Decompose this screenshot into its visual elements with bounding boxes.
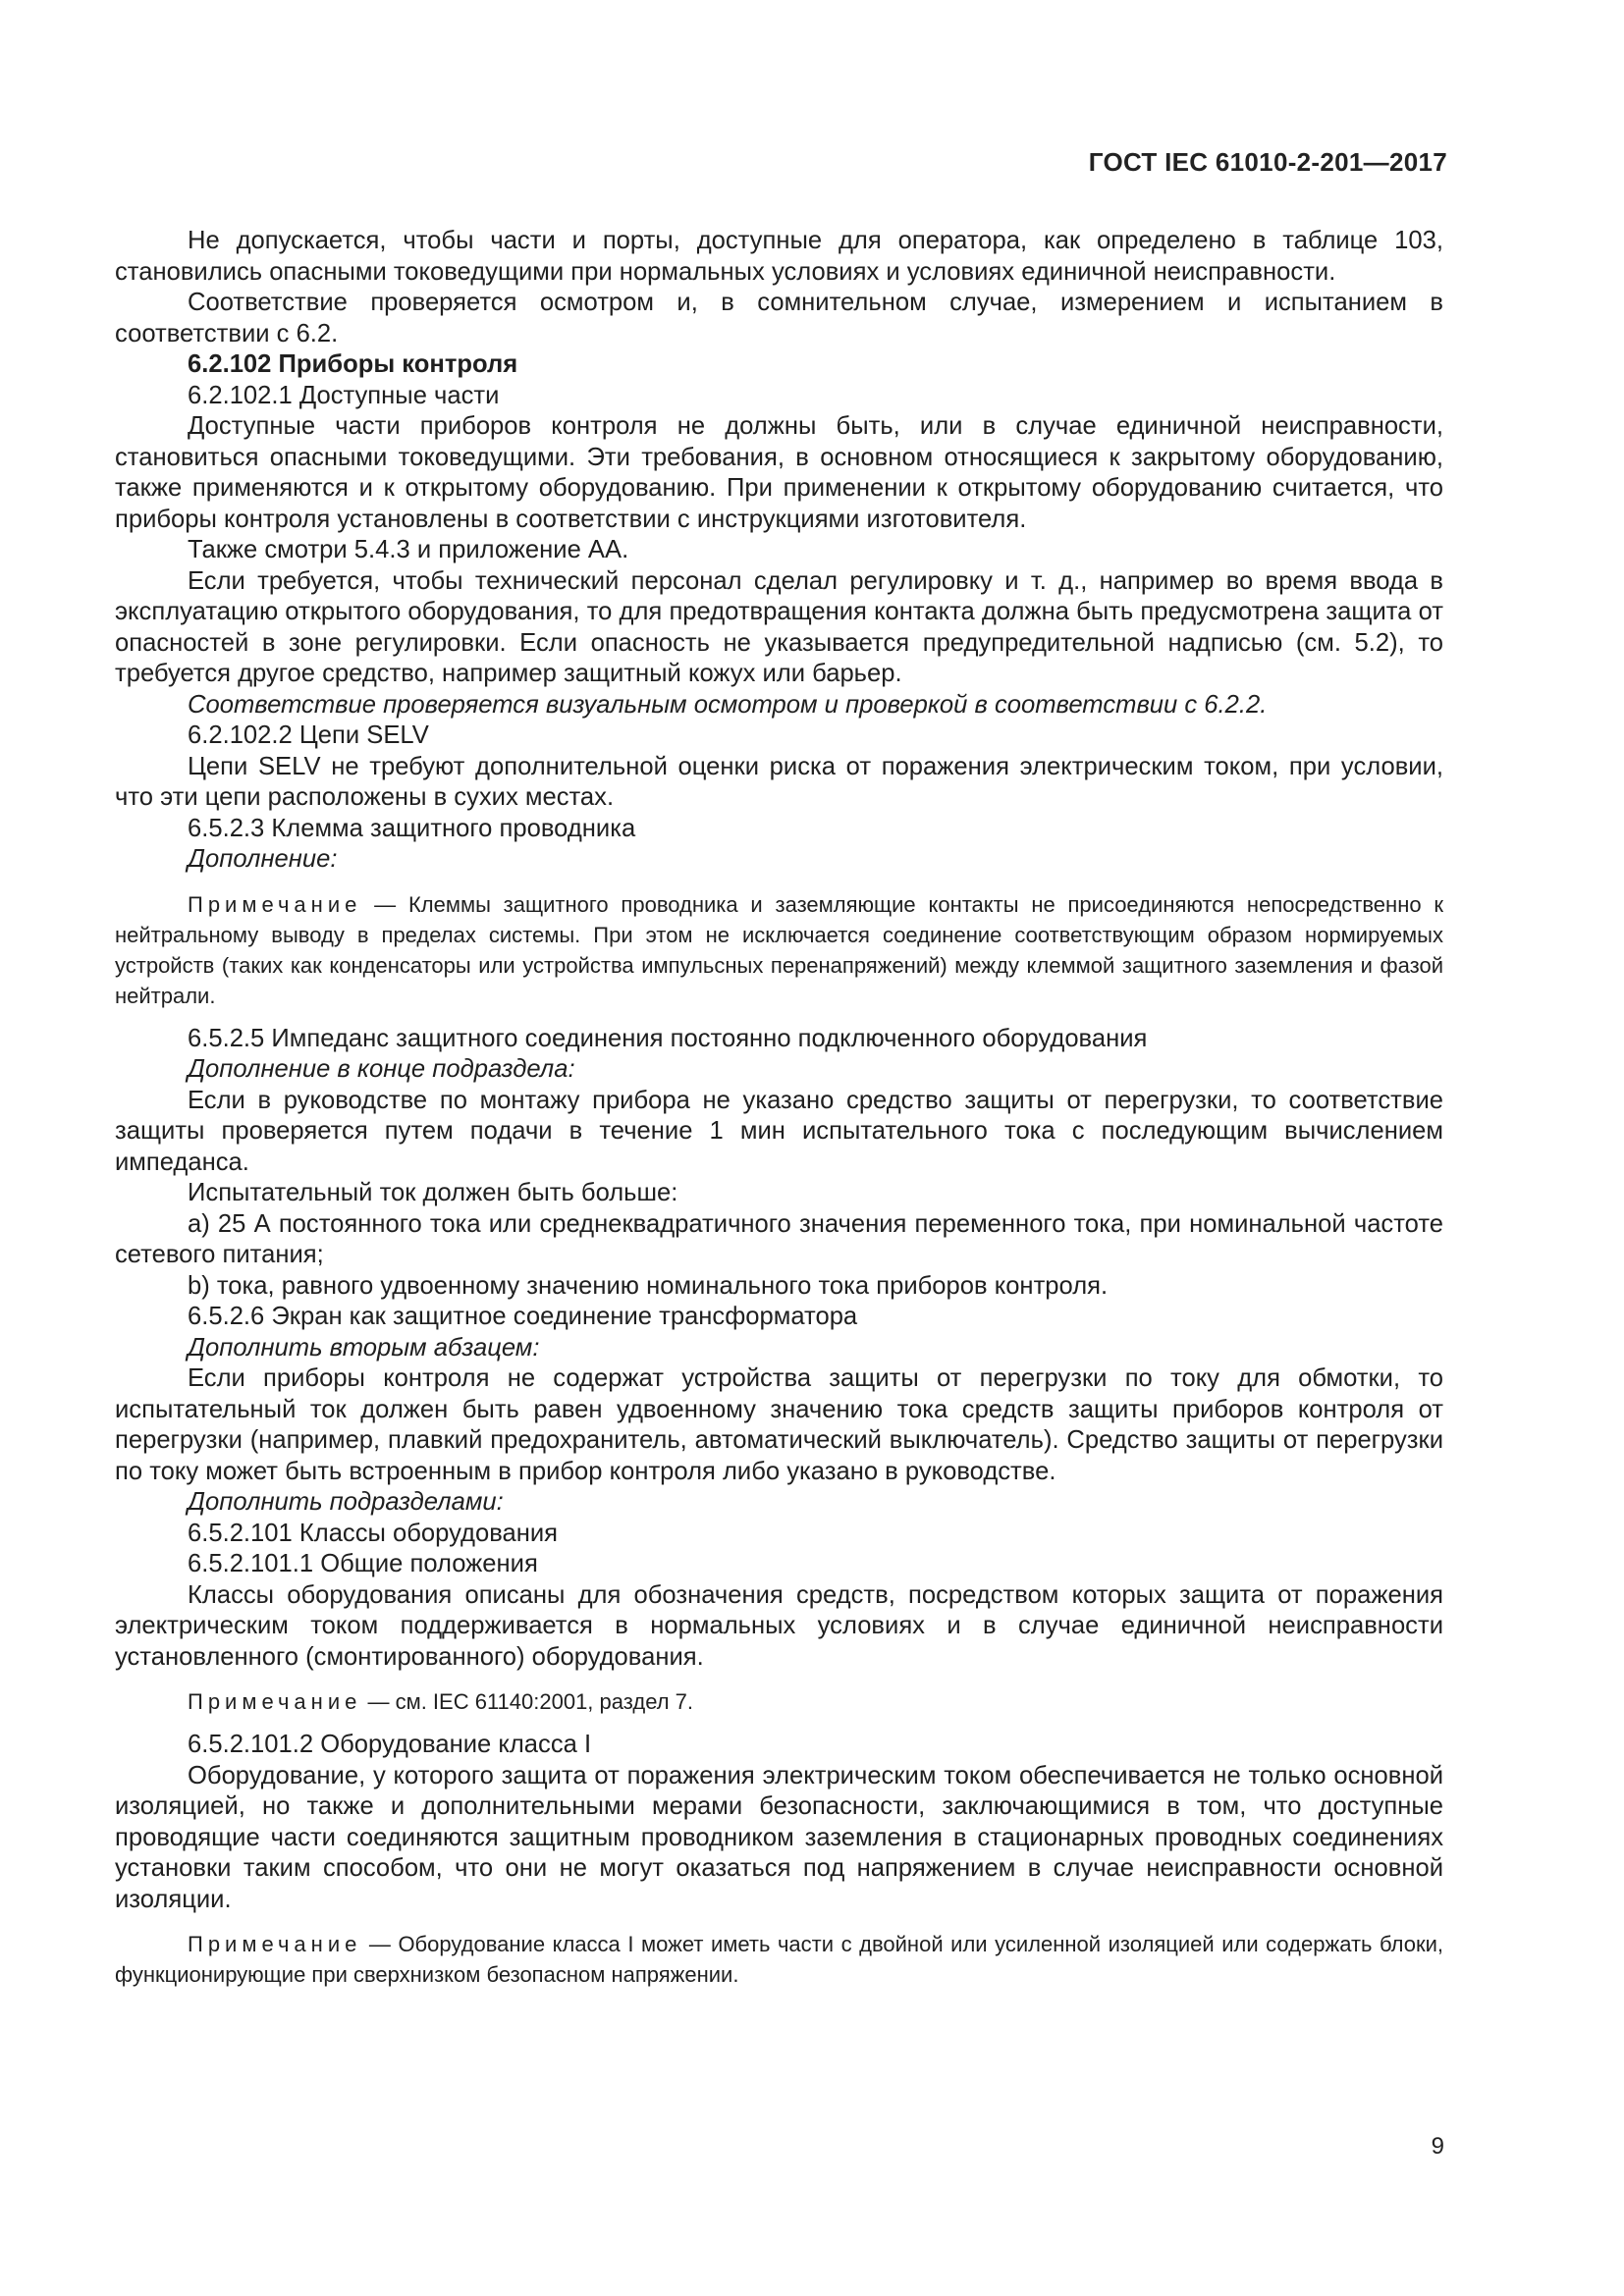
- body-paragraph: 6.5.2.101.1 Общие положения: [188, 1550, 538, 1577]
- body-paragraph: 6.2.102.2 Цепи SELV: [188, 721, 429, 749]
- note-text: — Клеммы защитного проводника и заземляющие контакты не присоединяются непосредственно к нейтральному выводу в пределах системы. При этом не исключается соединение соответствующим образом нормируемых устройств (таких как конденсаторы или устройства импульсных перенапряжений) между клеммой защитного заземления и фазой нейтрали.: [115, 891, 1443, 1008]
- italic-paragraph: Соответствие проверяется визуальным осмотром и проверкой в соответствии с 6.2.2.: [188, 690, 1268, 719]
- body-paragraph: a) 25 А постоянного тока или среднеквадратичного значения переменного тока, при номинальной частоте сетевого питания;: [115, 1209, 1443, 1268]
- italic-paragraph: Дополнение в конце подраздела:: [188, 1055, 575, 1083]
- body-paragraph: Классы оборудования описаны для обозначения средств, посредством которых защита от поражения электрическим током поддерживается в нормальных условиях и в случае единичной неисправности установленного (смонтированного) оборудования.: [115, 1580, 1443, 1671]
- italic-paragraph: Дополнение:: [188, 845, 338, 873]
- body-paragraph: Оборудование, у которого защита от поражения электрическим током обеспечивается не только основной изоляцией, но также и дополнительными мерами безопасности, заключающимися в том, что доступные проводящие части соединяются защитным проводником заземления в стационарных проводных соединениях установки таким способом, что они не могут оказаться под напряжением в случае неисправности основной изоляции.: [115, 1761, 1443, 1913]
- body-paragraph: 6.5.2.101 Классы оборудования: [188, 1519, 559, 1547]
- body-paragraph: 6.5.2.3 Клемма защитного проводника: [188, 814, 636, 842]
- body-paragraph: Также смотри 5.4.3 и приложение АА.: [188, 536, 629, 563]
- note-text: — Оборудование класса I может иметь части с двойной или усиленной изоляцией или содержать блоки, функционирующие при сверхнизком безопасном напряжении.: [115, 1932, 1443, 1987]
- note-label: Примечание: [188, 891, 362, 917]
- page-number: 9: [1431, 2133, 1444, 2160]
- body-paragraph: Испытательный ток должен быть больше:: [188, 1179, 678, 1206]
- italic-paragraph: Дополнить подразделами:: [188, 1488, 504, 1516]
- note-paragraph: [115, 1686, 1443, 1717]
- body-paragraph: Если требуется, чтобы технический персонал сделал регулировку и т. д., например во время ввода в эксплуатацию открытого оборудования, то для предотвращения контакта должна быть предусмотрена защита от опасностей в зоне регулировки. Если опасность не указывается предупредительной надписью (см. 5.2), то требуется другое средство, например защитный кожух или барьер.: [115, 566, 1443, 687]
- italic-paragraph: Дополнить вторым абзацем:: [188, 1333, 540, 1362]
- body-paragraph: 6.2.102.1 Доступные части: [188, 381, 500, 409]
- note-paragraph: [115, 889, 1443, 1011]
- body-paragraph: Доступные части приборов контроля не должны быть, или в случае единичной неисправности, становиться опасными токоведущими. Эти требования, в основном относящиеся к закрытому оборудованию, также применяются и к открытому оборудованию. При применении к открытому оборудованию считается, что приборы контроля установлены в соответствии с инструкциями изготовителя.: [115, 412, 1443, 533]
- note-label: Примечание: [188, 1932, 362, 1956]
- body-paragraph: Цепи SELV не требуют дополнительной оценки риска от поражения электрическим током, при условии, что эти цепи расположены в сухих местах.: [115, 752, 1443, 811]
- section-heading: 6.2.102 Приборы контроля: [188, 350, 518, 378]
- body-paragraph: 6.5.2.5 Импеданс защитного соединения постоянно подключенного оборудования: [188, 1024, 1148, 1052]
- body-paragraph: Если приборы контроля не содержат устройства защиты от перегрузки по току для обмотки, то испытательный ток должен быть равен удвоенному значению тока средств защиты приборов контроля от перегрузки (например, плавкий предохранитель, автоматический выключатель). Средство защиты от перегрузки по току может быть встроенным в прибор контроля либо указано в руководстве.: [115, 1364, 1443, 1485]
- note-paragraph: [115, 1929, 1443, 1990]
- body-paragraph: Если в руководстве по монтажу прибора не указано средство защиты от перегрузки, то соответствие защиты проверяется путем подачи в течение 1 мин испытательного тока с последующим вычислением импеданса.: [115, 1086, 1443, 1176]
- note-text: — см. IEC 61140:2001, раздел 7.: [361, 1689, 693, 1714]
- body-paragraph: b) тока, равного удвоенному значению номинального тока приборов контроля.: [188, 1271, 1109, 1300]
- note-label: Примечание: [188, 1689, 362, 1714]
- body-paragraph: Не допускается, чтобы части и порты, доступные для оператора, как определено в таблице 103, становились опасными токоведущими при нормальных условиях и условиях единичной неисправности.: [115, 227, 1443, 286]
- body-paragraph: Соответствие проверяется осмотром и, в сомнительном случае, измерением и испытанием в соответствии с 6.2.: [115, 289, 1443, 347]
- body-paragraph: 6.5.2.101.2 Оборудование класса I: [188, 1731, 592, 1758]
- document-header: ГОСТ IEC 61010-2-201—2017: [1088, 147, 1447, 177]
- document-body: [115, 226, 1443, 2002]
- body-paragraph: 6.5.2.6 Экран как защитное соединение трансформатора: [188, 1303, 858, 1330]
